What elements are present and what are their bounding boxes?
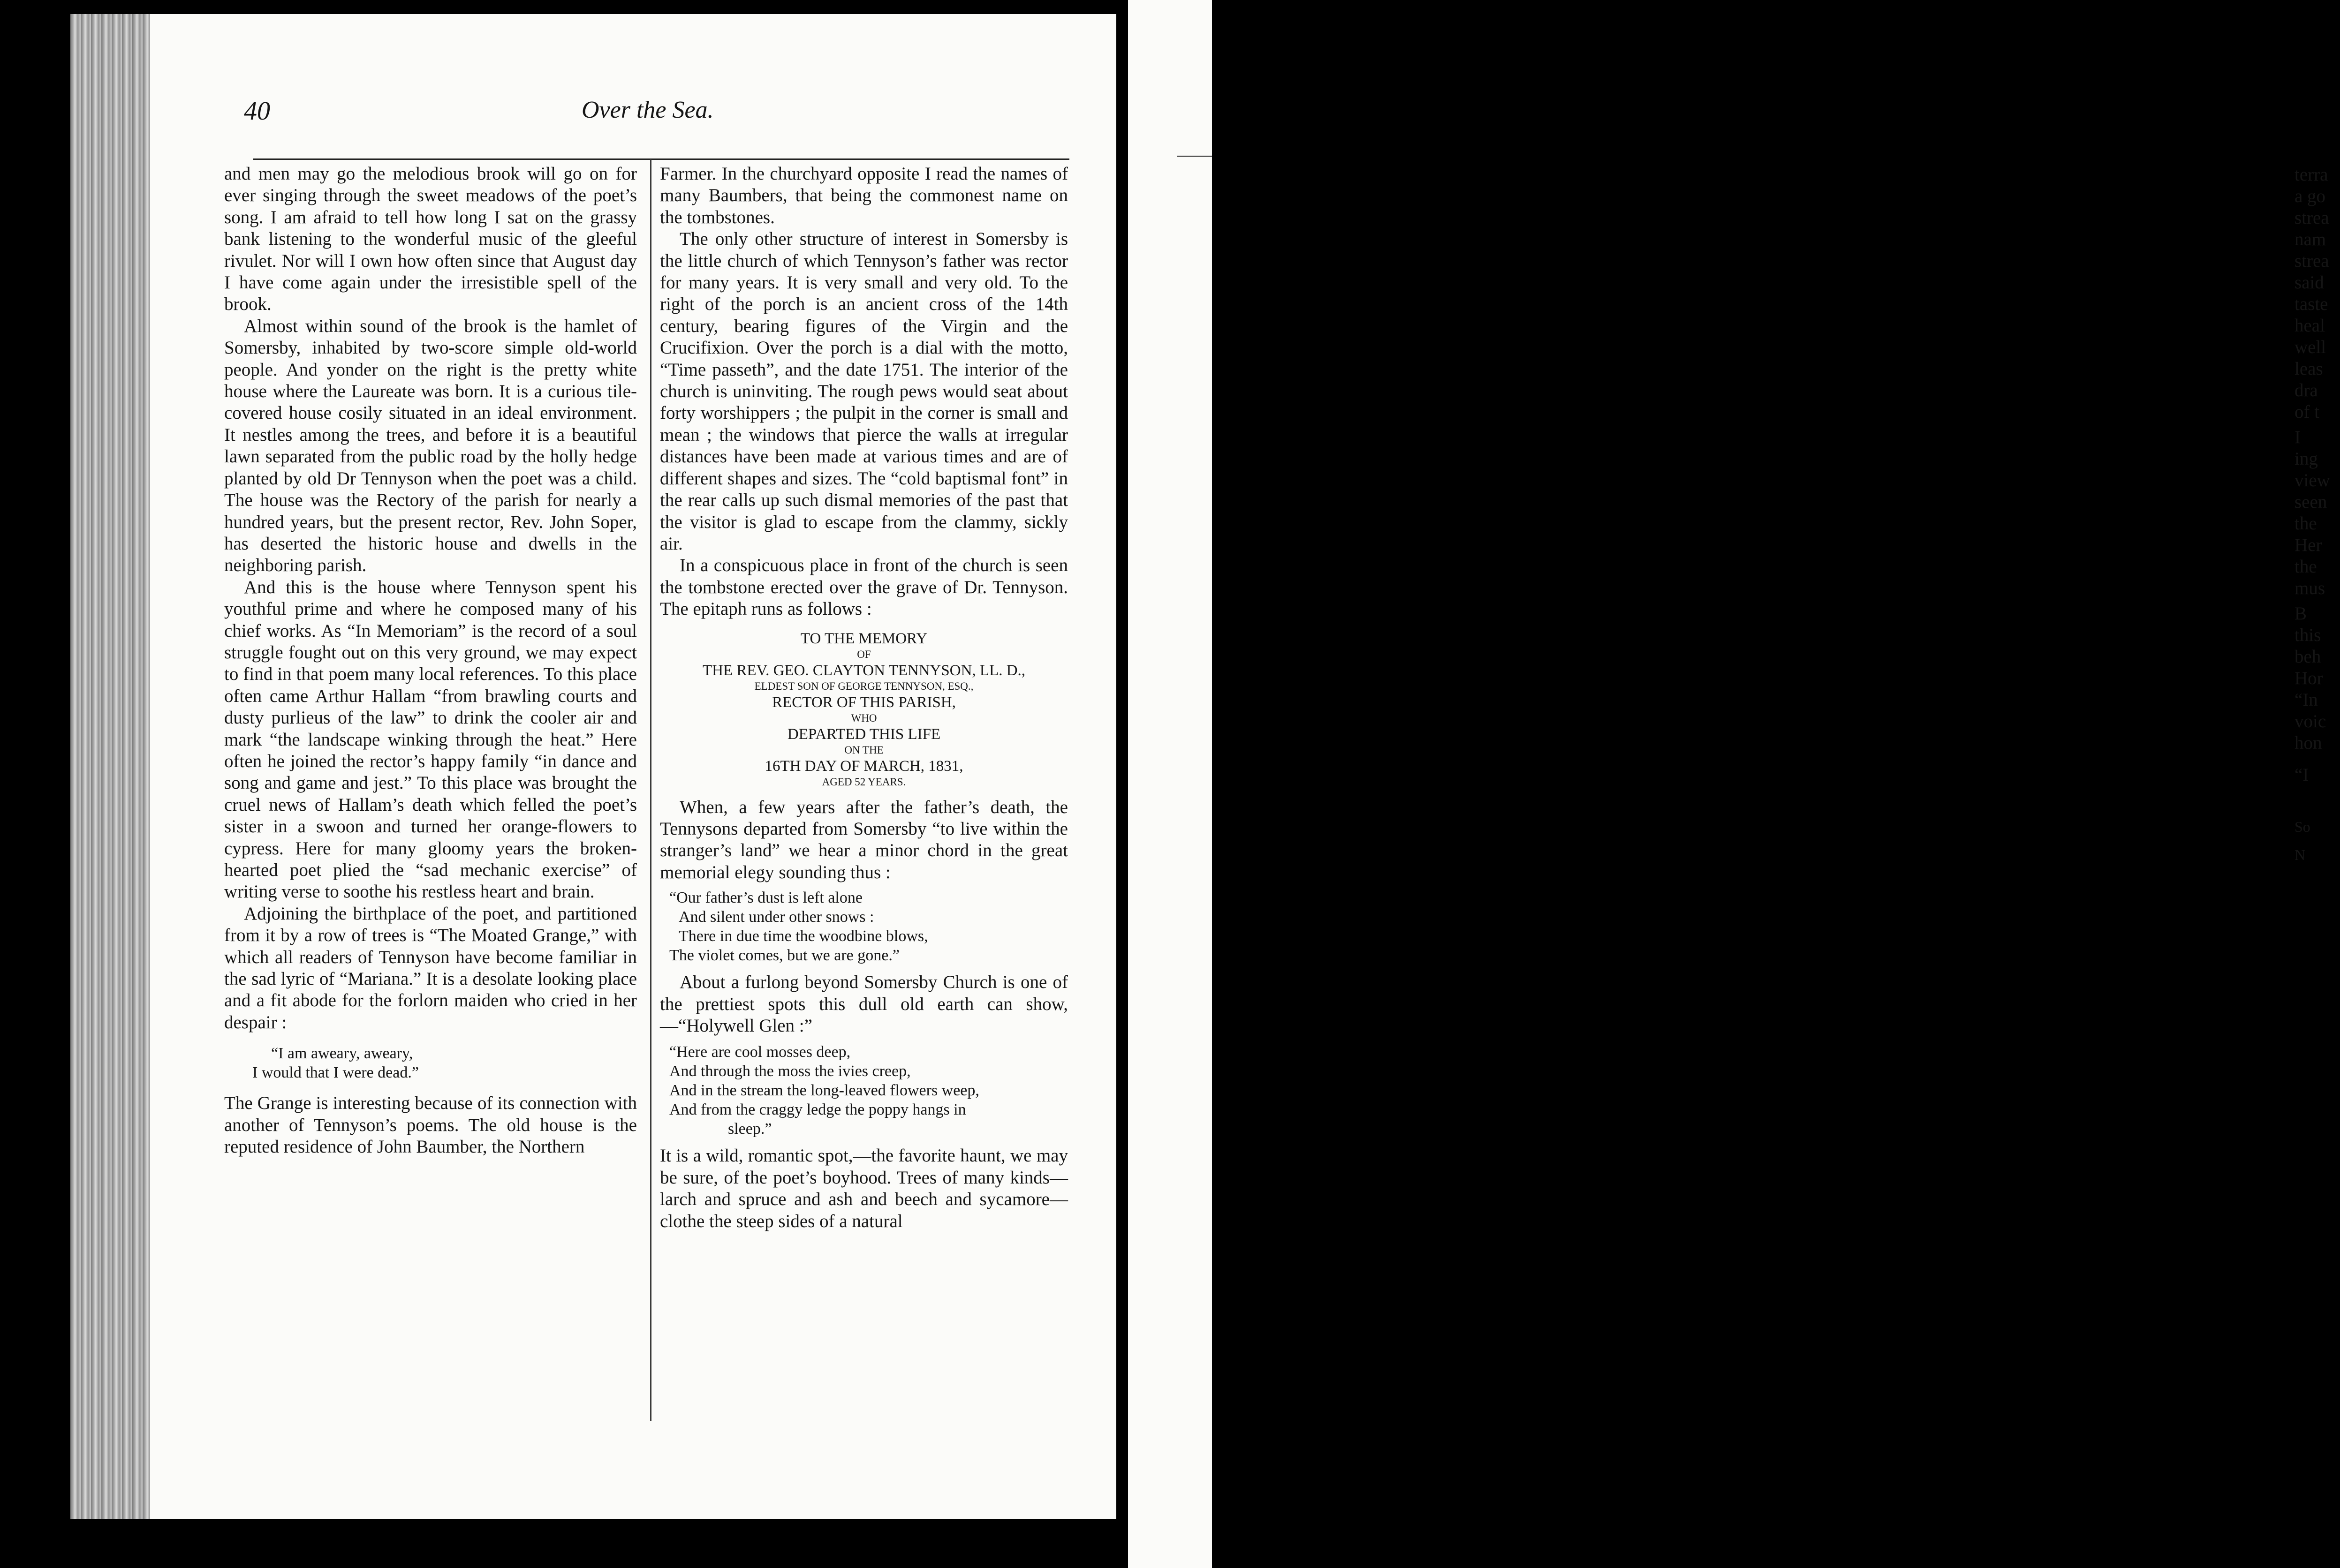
mariana-quote [224, 1044, 637, 1082]
facing-fragment: So [2295, 818, 2310, 835]
paragraph: In a conspicuous place in front of the church is seen the tombstone erected over the grave of Dr. Tennyson. The epitaph runs as follows : [660, 555, 1068, 619]
epitaph-line: AGED 52 YEARS. [822, 776, 906, 788]
running-title: Over the Sea. [582, 97, 714, 123]
facing-fragment: strea [2295, 208, 2329, 228]
epitaph-line: 16TH DAY OF MARCH, 1831, [765, 757, 963, 775]
facing-fragment: taste [2295, 294, 2328, 314]
paragraph: Adjoining the birthplace of the poet, and partitioned from it by a row of trees is “The Moated Grange,” with which all readers of Tennyson have become familiar in the sad lyric of “Mariana.” It is a desolate looking place and a fit abode for the forlorn maiden who cried in her despair : [224, 903, 637, 1033]
verse-line: There in due time the woodbine blows, [679, 927, 928, 945]
paragraph: The Grange is interesting because of its connection with another of Tennyson’s poems. The old house is the reputed residence of John Baumber, the Northern [224, 1093, 637, 1157]
holywell-glen-quote [660, 1042, 1068, 1138]
paragraph: Almost within sound of the brook is the hamlet of Somersby, inhabited by two-score simple old-world people. And yonder on the right is the pretty white house where the Laureate was born. It is a curious tile-covered house cosily situated in an ideal environment. It nestles among the trees, and before it is a beautiful lawn separated from the public road by the holly hedge planted by old Dr Tennyson when the poet was a child. The house was the Rectory of the parish for nearly a hundred years, but the present rector, Rev. John Soper, has deserted the historic house and dwells in the neighboring parish. [224, 316, 637, 576]
gutter [1116, 0, 1128, 1568]
facing-fragment: of t [2295, 402, 2320, 422]
verse-line: And silent under other snows : [679, 908, 874, 926]
paragraph: The only other structure of interest in Somersby is the little church of which Tennyson’s father was rector for many years. It is very small and very old. To the right of the porch is an ancient cross of the 14th century, bearing figures of the Virgin and the Crucifixion. Over the porch is a dial with the motto, “Time passeth”, and the date 1751. The interior of the church is uninviting. The rough pews would seat about forty worshippers ; the pulpit in the corner is small and mean ; the windows that pierce the walls at irregular distances have been made at various times and are of different shapes and sizes. The “cold baptismal font” in the rear calls up such dismal memories of the past that the visitor is glad to escape from the clammy, sickly air. [660, 229, 1068, 554]
verse-line: And in the stream the long-leaved flowers weep, [669, 1082, 979, 1100]
facing-fragment: beh [2295, 647, 2321, 667]
page-number: 40 [244, 97, 270, 126]
paragraph: And this is the house where Tennyson spent his youthful prime and where he composed many of his chief works. As “In Memoriam” is the record of a soul struggle fought out on this very ground, we may expect to find in that poem many local references. To this place often came Arthur Hallam “from brawling courts and dusty purlieus of the law” to drink the cooler air and mark “the landscape winking through the heat.” Here often he joined the rector’s happy family “in dance and song and game and jest.” To this place was brought the cruel news of Hallam’s death which felled the poet’s sister in a swoon and turned her orange-flowers to cypress. Here for many gloomy years the broken-hearted poet plied the “sad mechanic exercise” of writing verse to soothe his restless heart and brain. [224, 577, 637, 902]
page-header [244, 96, 1069, 138]
in-memoriam-quote [660, 888, 1068, 965]
paragraph: It is a wild, romantic spot,—the favorite haunt, we may be sure, of the poet’s boyhood. Trees of many kinds—larch and spruce and ash and beech and sycamore—clothe the steep sides of a natural [660, 1146, 1068, 1231]
paragraph: and men may go the melodious brook will go on for ever singing through the sweet meadows of the poet’s song. I am afraid to tell how long I sat on the grassy bank listening to the wonderful music of the gleeful rivulet. Nor will I own how often since that August day I have come again under the irresistible spell of the brook. [224, 164, 637, 315]
epitaph-line: DEPARTED THIS LIFE [787, 725, 941, 743]
facing-fragment: “In [2295, 690, 2318, 710]
verse-line: The violet comes, but we are gone.” [669, 947, 900, 965]
facing-fragment: seen [2295, 492, 2327, 512]
verse-line: “Our father’s dust is left alone [669, 889, 863, 907]
paragraph: Farmer. In the churchyard opposite I read the names of many Baumbers, that being the commonest name on the tombstones. [660, 164, 1068, 227]
facing-fragment: terra [2295, 165, 2328, 185]
facing-page-text [1128, 0, 2330, 1568]
epitaph-line: WHO [851, 712, 877, 724]
facing-fragment: N [2295, 846, 2306, 863]
epitaph-line: OF [857, 648, 871, 660]
verse-line: “I am aweary, aweary, [271, 1045, 413, 1063]
column-divider [650, 159, 651, 1421]
facing-fragment: said [2295, 272, 2324, 293]
facing-fragment: the [2295, 513, 2317, 534]
left-column [224, 163, 637, 1158]
verse-line: And through the moss the ivies creep, [669, 1063, 911, 1080]
paragraph: About a furlong beyond Somersby Church is one of the prettiest spots this dull old earth can show,—“Holywell Glen :” [660, 972, 1068, 1036]
verse-line: I would that I were dead.” [252, 1064, 419, 1082]
facing-fragment: strea [2295, 251, 2329, 271]
facing-fragment: mus [2295, 578, 2325, 598]
facing-fragment: voic [2295, 711, 2326, 731]
facing-fragment: this [2295, 625, 2321, 645]
facing-fragment: I [2295, 427, 2301, 447]
facing-fragment: Her [2295, 535, 2322, 555]
verse-line: “Here are cool mosses deep, [669, 1043, 851, 1061]
verse-line: sleep.” [728, 1120, 772, 1138]
facing-fragment: a go [2295, 186, 2326, 206]
page-edge-stack [70, 14, 150, 1519]
facing-fragment: Hor [2295, 668, 2323, 688]
epitaph-line: ON THE [844, 744, 884, 756]
epitaph-line: THE REV. GEO. CLAYTON TENNYSON, LL. D., [702, 662, 1026, 679]
right-column [660, 163, 1068, 1232]
epitaph-line: ELDEST SON OF GEORGE TENNYSON, ESQ., [754, 680, 974, 692]
facing-fragment: hon [2295, 733, 2322, 753]
epitaph [660, 630, 1068, 789]
facing-fragment: dra [2295, 380, 2318, 400]
facing-fragment: well [2295, 337, 2326, 357]
paragraph: When, a few years after the father’s death, the Tennysons departed from Somersby “to live within the stranger’s land” we hear a minor chord in the great memorial elegy sounding thus : [660, 797, 1068, 882]
facing-fragment: view [2295, 470, 2330, 490]
verse-line: And from the craggy ledge the poppy hangs in [669, 1101, 966, 1119]
epitaph-line: RECTOR OF THIS PARISH, [772, 694, 956, 711]
facing-fragment: ing [2295, 449, 2318, 469]
facing-fragment: nam [2295, 229, 2326, 249]
facing-fragment: heal [2295, 316, 2325, 336]
facing-fragment: “I [2295, 765, 2309, 785]
facing-fragment: the [2295, 557, 2317, 577]
facing-fragment: B [2295, 603, 2307, 624]
facing-fragment: leas [2295, 359, 2323, 379]
epitaph-line: TO THE MEMORY [800, 630, 928, 647]
header-rule [253, 158, 1069, 160]
